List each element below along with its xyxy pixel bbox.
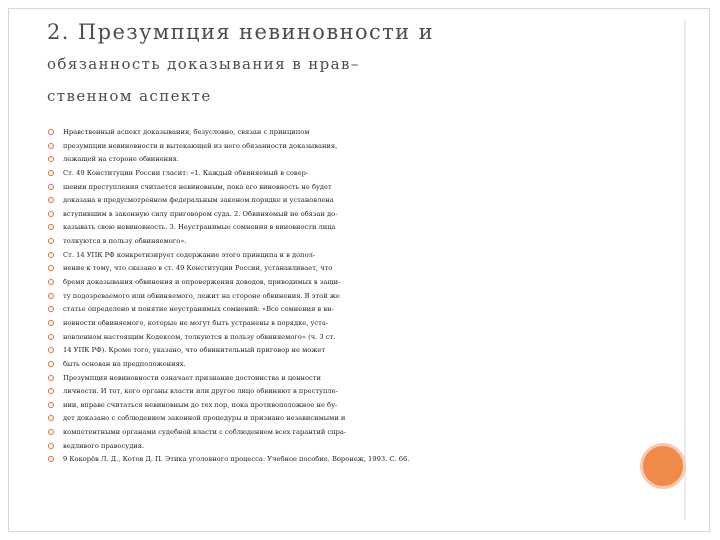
- bullet-icon: [48, 143, 54, 149]
- slide-body: [48, 126, 650, 467]
- title-line: обязанность доказывания в нрав–: [47, 55, 360, 73]
- body-line: нии, вправе считаться невиновным до тех пор, пока противоположное не бу-: [63, 400, 338, 409]
- bullet-icon: [48, 320, 54, 326]
- list-item: [48, 399, 650, 413]
- body-line: компетентными органами судебной власти с соблюдением всех гарантий спра-: [63, 428, 347, 437]
- list-item: [48, 344, 650, 358]
- inner-circle: [643, 446, 683, 486]
- body-line: бремя доказывания обвинения и опровержения доводов, приводимых в защи-: [63, 278, 341, 287]
- bullet-icon: [48, 375, 54, 381]
- list-item: [48, 317, 650, 331]
- bullet-icon: [48, 293, 54, 299]
- body-line: статье определено и понятие неустранимых сомнений: «Все сомнения в ви-: [63, 305, 334, 314]
- list-item: [48, 194, 650, 208]
- body-line: дет доказано с соблюдением законной процедуры и признано независимыми и: [63, 414, 346, 423]
- bullet-icon: [48, 361, 54, 367]
- body-line: Нравственный аспект доказывания, безусловно, связан с принципом: [63, 128, 310, 136]
- list-item: [48, 290, 650, 304]
- bullet-icon: [48, 279, 54, 285]
- list-item: [48, 372, 650, 386]
- list-item: [48, 331, 650, 345]
- list-item: [48, 276, 650, 290]
- bullet-icon: [48, 211, 54, 217]
- body-line: личности. И тот, кого органы власти или другое лицо обвиняют в преступле-: [63, 387, 338, 396]
- list-item: [48, 453, 650, 467]
- body-line: ту подозреваемого или обвиняемого, лежит на стороне обвинения. В этой же: [63, 291, 340, 300]
- body-line: новности обвиняемого, которые не могут быть устранены в порядке, уста-: [63, 318, 329, 327]
- bullet-icon: [48, 402, 54, 408]
- bullet-icon: [48, 388, 54, 394]
- bullet-icon: [48, 197, 54, 203]
- body-line: доказана в предусмотренном федеральным законом порядке и установлена: [63, 196, 334, 205]
- bullet-icon: [48, 443, 54, 449]
- bullet-icon: [48, 170, 54, 176]
- body-line: толкуются в пользу обвиняемого».: [63, 237, 187, 246]
- body-line: презумпции невиновности и вытекающей из него обязанности доказывания,: [63, 141, 338, 150]
- list-item: [48, 385, 650, 399]
- list-item: [48, 181, 650, 195]
- body-line: Ст. 14 УПК РФ конкретизирует содержание этого принципа и в допол-: [63, 250, 316, 259]
- body-line: лежащей на стороне обвинения.: [63, 155, 179, 164]
- list-item: [48, 249, 650, 263]
- list-item: [48, 303, 650, 317]
- body-line: новленном настоящим Кодексом, толкуются в пользу обвиняемого» (ч. 3 ст.: [63, 332, 336, 341]
- bullet-icon: [48, 306, 54, 312]
- list-item: [48, 153, 650, 167]
- list-item: [48, 426, 650, 440]
- title-line: 2. Презумпция невиновности и: [47, 20, 435, 44]
- body-line: шении преступления считается невиновным, пока его виновность не будет: [63, 182, 332, 191]
- list-item: [48, 358, 650, 372]
- body-line: ведливого правосудия.: [63, 441, 145, 450]
- bullet-icon: [48, 238, 54, 244]
- body-line: вступившим в законную силу приговором суда. 2. Обвиняемый не обязан до-: [63, 209, 338, 218]
- body-line: 9 Кокорёв Л. Д., Котов Д. П. Этика уголовного процесса: Учебное пособие. Воронеж, 1993. С. 66.: [63, 455, 410, 464]
- list-item: [48, 440, 650, 454]
- body-line: Ст. 49 Конституции России гласит: «1. Каждый обвиняемый в совер-: [63, 168, 309, 177]
- bullet-icon: [48, 429, 54, 435]
- bullet-icon: [48, 184, 54, 190]
- list-item: [48, 126, 650, 140]
- bullet-icon: [48, 224, 54, 230]
- slide-title: [47, 16, 607, 112]
- list-item: [48, 221, 650, 235]
- list-item: [48, 140, 650, 154]
- decorative-circle-icon: [640, 443, 686, 491]
- list-item: [48, 262, 650, 276]
- body-line: быть основан на предположениях.: [63, 359, 186, 368]
- body-line: 14 УПК РФ). Кроме того, указано, что обвинительный приговор не может: [63, 346, 326, 355]
- list-item: [48, 235, 650, 249]
- bullet-icon: [48, 456, 54, 462]
- body-line: нение к тому, что сказано в ст. 49 Конституции России, устанавливает, что: [63, 264, 333, 273]
- title-line: ственном аспекте: [47, 87, 212, 105]
- bullet-icon: [48, 265, 54, 271]
- bullet-icon: [48, 415, 54, 421]
- bullet-icon: [48, 252, 54, 258]
- list-item: [48, 208, 650, 222]
- bullet-icon: [48, 334, 54, 340]
- list-item: [48, 412, 650, 426]
- bullet-icon: [48, 129, 54, 135]
- bullet-icon: [48, 156, 54, 162]
- list-item: [48, 167, 650, 181]
- bullet-icon: [48, 347, 54, 353]
- body-line: Презумпция невиновности означает признание достоинства и ценности: [63, 373, 321, 382]
- body-line: казывать свою невиновность. 3. Неустранимые сомнения в виновности лица: [63, 223, 336, 232]
